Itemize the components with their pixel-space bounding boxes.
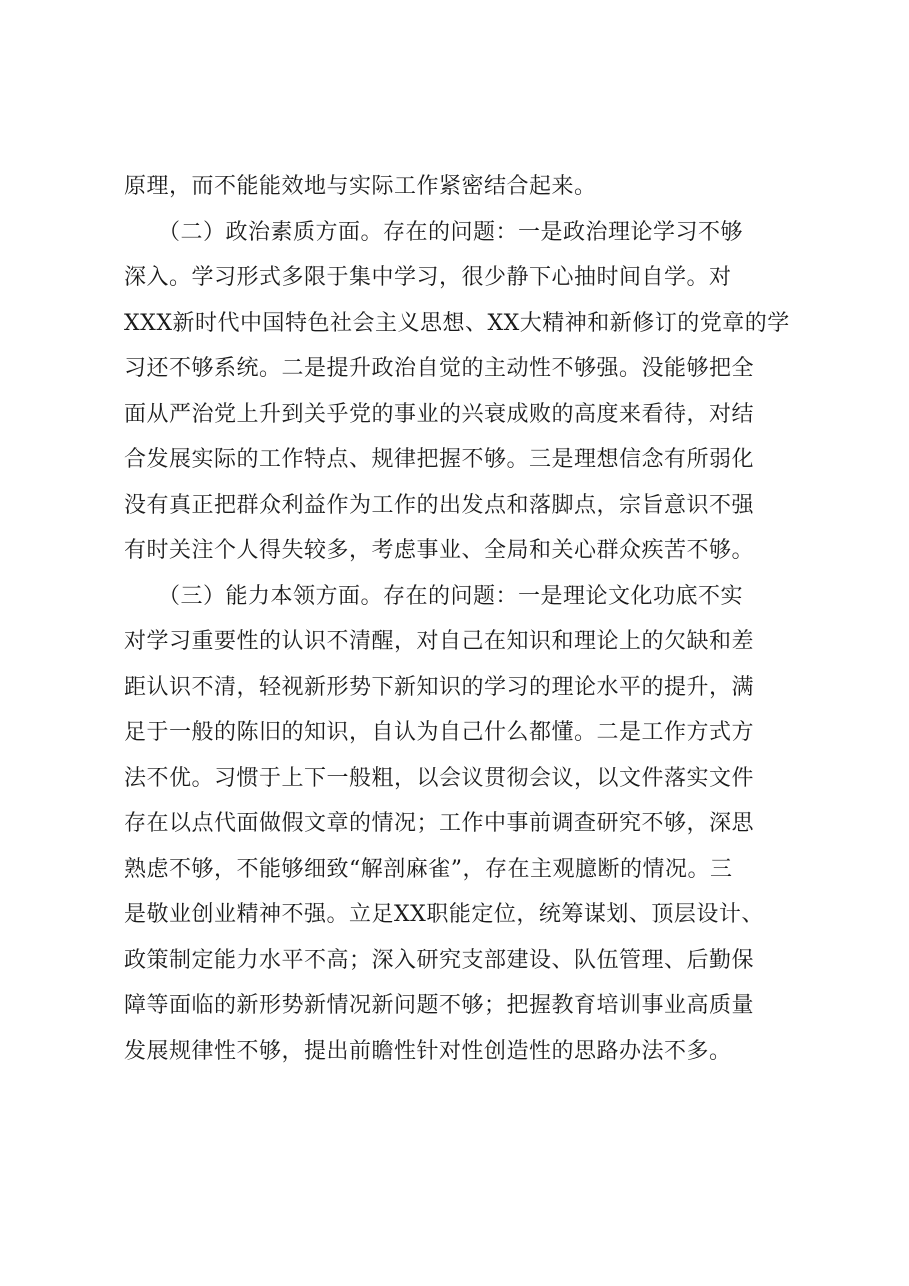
- text-line: 法不优。习惯于上下一般粗，以会议贯彻会议，以文件落实文件: [124, 765, 755, 791]
- text-line: 距认识不清，轻视新形势下新知识的学习的理论水平的提升，满: [124, 674, 755, 700]
- text-line: 是敬业创业精神不强。立足XX职能定位，统筹谋划、顶层设计、: [124, 902, 764, 927]
- text-line: 面从严治党上升到关乎党的事业的兴衰成败的高度来看待，对结: [124, 401, 755, 427]
- text-line: （二）政治素质方面。存在的问题：一是政治理论学习不够: [124, 219, 744, 245]
- text-line: 对学习重要性的认识不清醒，对自己在知识和理论上的欠缺和差: [124, 629, 755, 654]
- text-line: 熟虑不够，不能够细致“解剖麻雀”，存在主观臆断的情况。三: [124, 856, 733, 882]
- text-line: 障等面临的新形势新情况新问题不够；把握教育培训事业高质量: [124, 993, 755, 1018]
- text-line: 发展规律性不够，提出前瞻性针对性创造性的思路办法不多。: [124, 1038, 732, 1064]
- text-line: 有时关注个人得失较多，考虑事业、全局和关心群众疾苦不够。: [124, 538, 755, 563]
- text-line: （三）能力本领方面。存在的问题：一是理论文化功底不实: [124, 583, 744, 609]
- text-line: 合发展实际的工作特点、规律把握不够。三是理想信念有所弱化: [124, 447, 755, 472]
- text-line: 存在以点代面做假文章的情况；工作中事前调查研究不够，深思: [124, 811, 755, 836]
- text-line: 习还不够系统。二是提升政治自觉的主动性不够强。没能够把全: [124, 356, 755, 381]
- text-line: 足于一般的陈旧的知识，自认为自己什么都懂。二是工作方式方: [124, 720, 755, 745]
- body-text: [124, 164, 814, 1074]
- text-line: XXX新时代中国特色社会主义思想、XX大精神和新修订的党章的学: [124, 310, 790, 336]
- text-line: 原理，而不能能效地与实际工作紧密结合起来。: [124, 174, 597, 199]
- text-line: 政策制定能力水平不高；深入研究支部建设、队伍管理、后勤保: [124, 947, 755, 973]
- text-line: 没有真正把群众利益作为工作的出发点和落脚点，宗旨意识不强: [124, 492, 755, 518]
- text-line: 深入。学习形式多限于集中学习，很少静下心抽时间自学。对: [124, 265, 732, 290]
